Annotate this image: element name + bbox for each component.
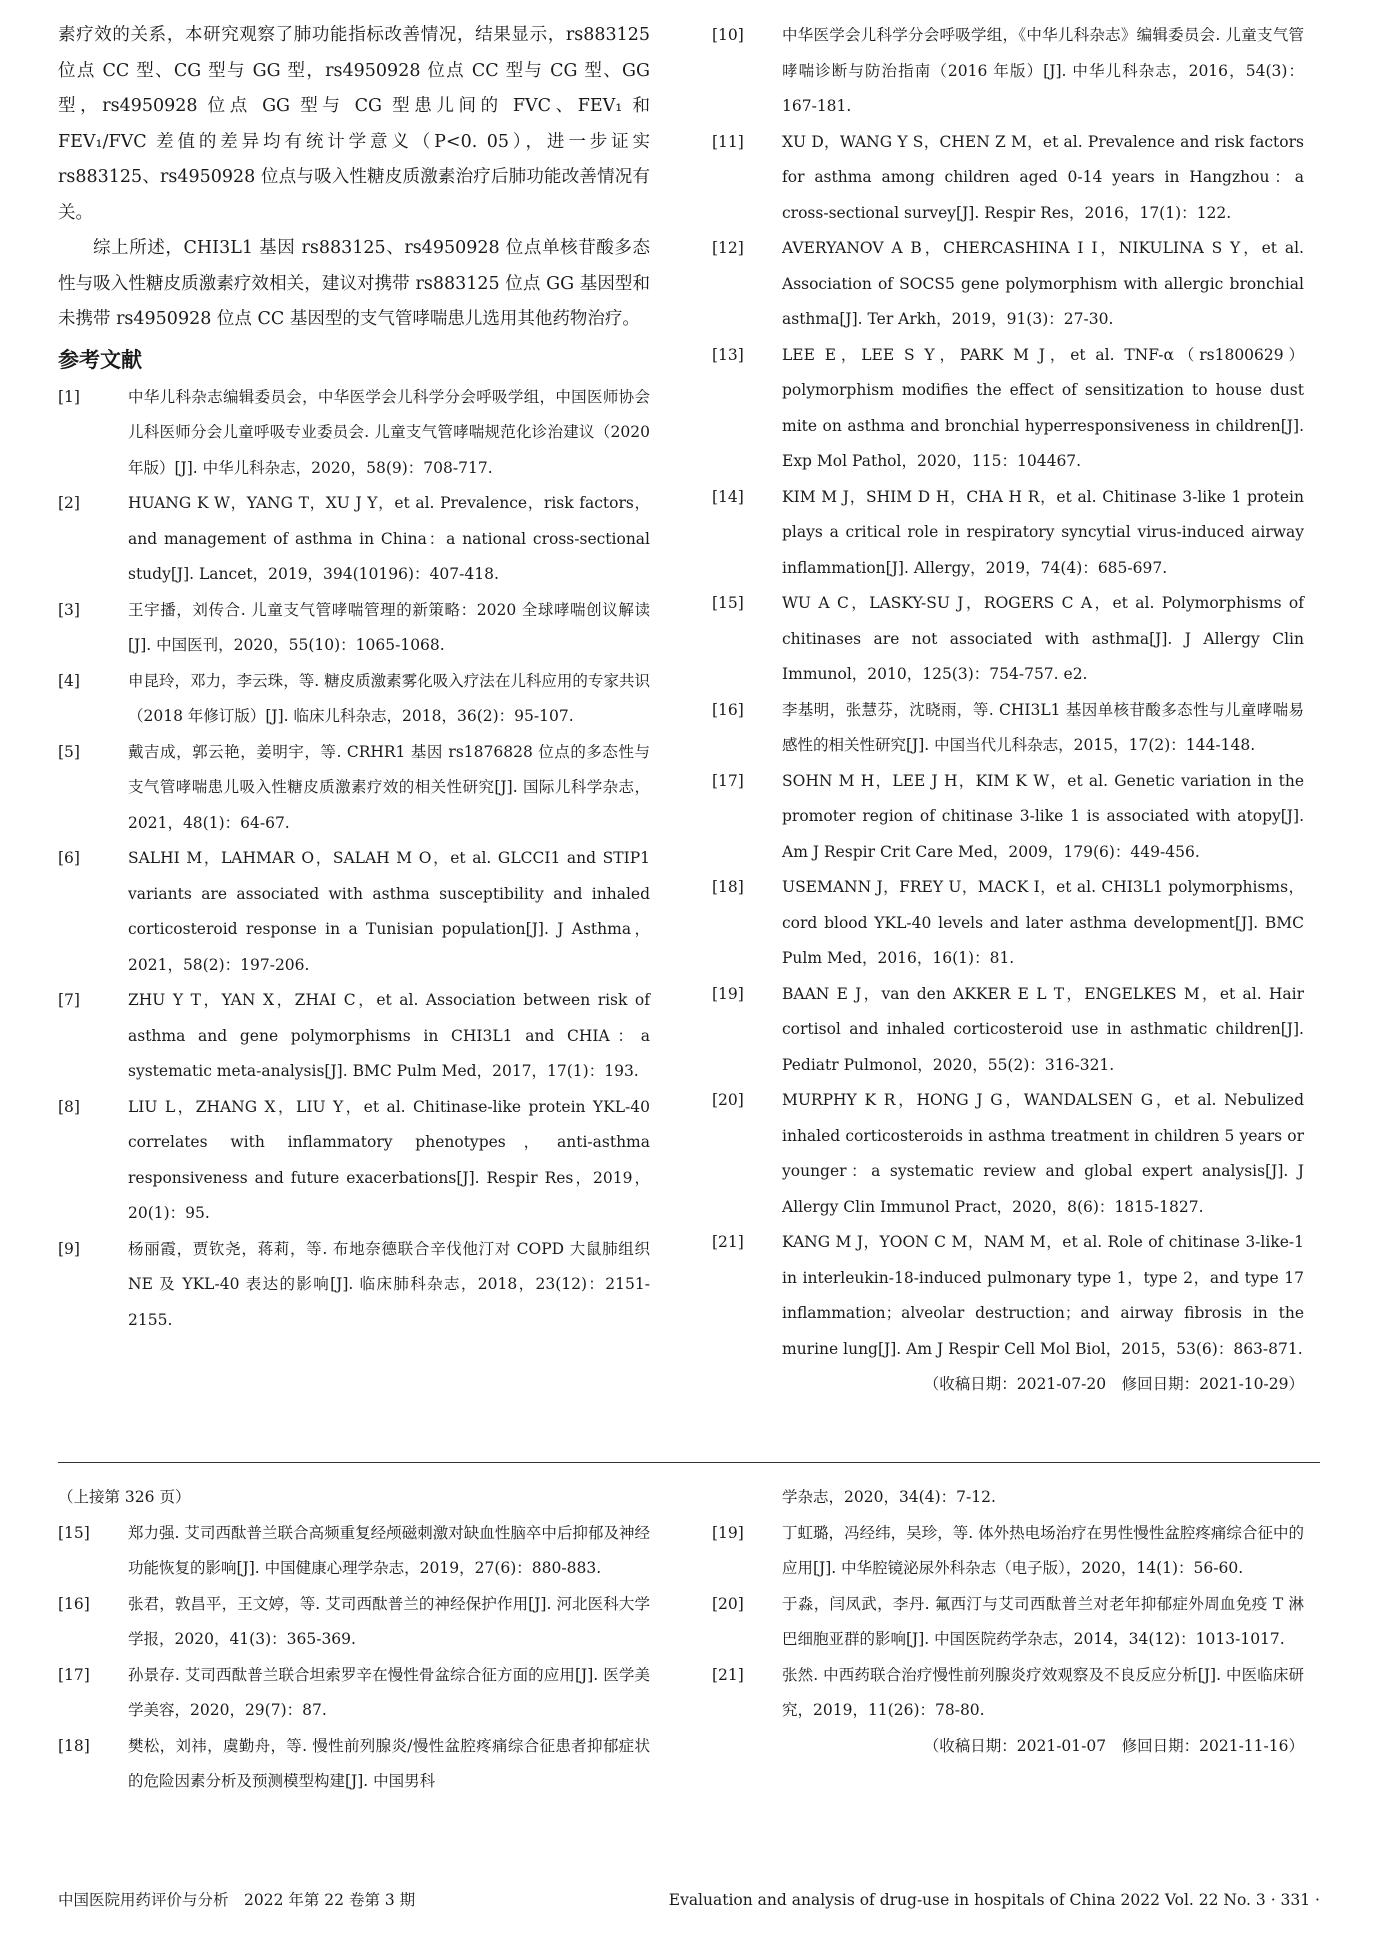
- reference-number: [15]: [58, 1523, 90, 1542]
- reference-text: 中华儿科杂志编辑委员会，中华医学会儿科学分会呼吸学组，中国医师协会儿科医师分会儿童呼吸专业委员会. 儿童支气管哮喘规范化诊治建议（2020 年版）[J]. 中华儿科杂志，2020，58(9)：708-717.: [128, 387, 650, 477]
- references-list-right: [712, 18, 1304, 1367]
- reference-number: [17]: [712, 771, 744, 790]
- reference-item: [712, 1516, 1304, 1587]
- reference-number: [17]: [58, 1665, 90, 1684]
- reference-item: [712, 1658, 1304, 1729]
- upper-left-column: [58, 18, 650, 1338]
- reference-number: [18]: [58, 1736, 90, 1755]
- reference-item: [58, 1516, 650, 1587]
- reference-item: [58, 664, 650, 735]
- reference-text: USEMANN J，FREY U，MACK I，et al. CHI3L1 polymorphisms，cord blood YKL-40 levels and later asthma development[J]. BMC Pulm Med，2016，16(1)：81.: [782, 878, 1304, 967]
- received-dates: （收稿日期：2021-01-07 修回日期：2021-11-16）: [923, 1736, 1304, 1755]
- reference-item: [58, 983, 650, 1090]
- reference-text: MURPHY K R，HONG J G，WANDALSEN G，et al. Nebulized inhaled corticosteroids in asthma treatment in children 5 years or younger：a systematic review and global expert analysis[J]. J Allergy Clin Immunol Pract，2020，8(6)：1815-1827.: [782, 1091, 1304, 1216]
- reference-number: [6]: [58, 849, 80, 867]
- reference-text: KIM M J，SHIM D H，CHA H R，et al. Chitinase 3-like 1 protein plays a critical role in respiratory syncytial virus-induced airway inflammation[J]. Allergy，2019，74(4)：685-697.: [782, 487, 1304, 577]
- reference-item: [712, 1083, 1304, 1225]
- body-paragraph-2: 综上所述，CHI3L1 基因 rs883125、rs4950928 位点单核苷酸多态性与吸入性糖皮质激素疗效相关，建议对携带 rs883125 位点 GG 基因型和未携带 rs4950928 位点 CC 基因型的支气管哮喘患儿选用其他药物治疗。: [58, 238, 650, 329]
- reference-text: 杨丽霞，贾钦尧，蒋莉，等. 布地奈德联合辛伐他汀对 COPD 大鼠肺组织 NE 及 YKL-40 表达的影响[J]. 临床肺科杂志，2018，23(12)：2151-2155.: [128, 1239, 650, 1329]
- received-dates: （收稿日期：2021-07-20 修回日期：2021-10-29）: [923, 1375, 1304, 1393]
- reference-item: [712, 338, 1304, 480]
- reference-number: [19]: [712, 984, 744, 1003]
- reference-text: LEE E，LEE S Y，PARK M J，et al. TNF-α（rs1800629）polymorphism modifies the effect of sensitization to house dust mite on asthma and bronchial hyperresponsiveness in children[J]. Exp Mol Pathol，2020，115：104467.: [782, 345, 1304, 470]
- reference-text: 于淼，闫凤武，李丹. 氟西汀与艾司西酞普兰对老年抑郁症外周血免疫 T 淋巴细胞亚群的影响[J]. 中国医院药学杂志，2014，34(12)：1013-1017.: [782, 1594, 1304, 1648]
- reference-number: [3]: [58, 600, 80, 619]
- reference-number: [19]: [712, 1523, 744, 1542]
- reference-text: 中华医学会儿科学分会呼吸学组，《中华儿科杂志》编辑委员会. 儿童支气管哮喘诊断与防治指南（2016 年版）[J]. 中华儿科杂志，2016，54(3)：167-181.: [782, 26, 1304, 115]
- reference-text: 申昆玲，邓力，李云珠，等. 糖皮质激素雾化吸入疗法在儿科应用的专家共识（2018 年修订版）[J]. 临床儿科杂志，2018，36(2)：95-107.: [128, 671, 650, 725]
- reference-number: [16]: [712, 700, 744, 719]
- reference-number: [20]: [712, 1594, 744, 1613]
- reference-number: [5]: [58, 742, 80, 761]
- reference-item: [712, 870, 1304, 977]
- reference-text: XU D，WANG Y S，CHEN Z M，et al. Prevalence and risk factors for asthma among children aged 0-14 years in Hangzhou：a cross-sectional survey[J]. Respir Res，2016，17(1)：122.: [782, 132, 1304, 222]
- reference-text: BAAN E J，van den AKKER E L T，ENGELKES M，et al. Hair cortisol and inhaled corticosteroid use in asthmatic children[J]. Pediatr Pulmonol，2020，55(2)：316-321.: [782, 984, 1304, 1074]
- reference-number: [2]: [58, 494, 80, 512]
- reference-text: HUANG K W，YANG T，XU J Y，et al. Prevalence，risk factors，and management of asthma in China：a national cross-sectional study[J]. Lancet，2019，394(10196)：407-418.: [128, 494, 650, 583]
- footer-journal-en: Evaluation and analysis of drug-use in hospitals of China 2022 Vol. 22 No. 3 · 331 ·: [668, 1891, 1320, 1909]
- reference-item: [58, 1587, 650, 1658]
- reference-item: [712, 125, 1304, 232]
- reference-number: [14]: [712, 487, 744, 506]
- reference-number: [4]: [58, 671, 80, 690]
- reference-text: SALHI M，LAHMAR O，SALAH M O，et al. GLCCI1 and STIP1 variants are associated with asthma susceptibility and inhaled corticosteroid response in a Tunisian population[J]. J Asthma，2021，58(2)：197-206.: [128, 849, 650, 974]
- reference-number: [8]: [58, 1097, 80, 1116]
- body-paragraph-1: 素疗效的关系，本研究观察了肺功能指标改善情况，结果显示，rs883125 位点 CC 型、CG 型与 GG 型，rs4950928 位点 CC 型与 CG 型、GG 型，rs4950928 位点 GG 型与 CG 型患儿间的 FVC、FEV₁ 和 FEV₁/FVC 差值的差异均有统计学意义（P<0. 05），进一步证实 rs883125、rs4950928 位点与吸入性糖皮质激素治疗后肺功能改善情况有关。: [58, 25, 650, 223]
- reference-text: 樊松，刘祎，虞勤舟，等. 慢性前列腺炎/慢性盆腔疼痛综合征患者抑郁症状的危险因素分析及预测模型构建[J]. 中国男科: [128, 1736, 650, 1790]
- reference-text: 孙景存. 艾司西酞普兰联合坦索罗辛在慢性骨盆综合征方面的应用[J]. 医学美学美容，2020，29(7)：87.: [128, 1665, 650, 1719]
- reference-item: [58, 735, 650, 842]
- reference-item: [712, 1225, 1304, 1367]
- reference-text: SOHN M H，LEE J H，KIM K W，et al. Genetic variation in the promoter region of chitinase 3-like 1 is associated with atopy[J]. Am J Respir Crit Care Med，2009，179(6)：449-456.: [782, 771, 1304, 861]
- reference-item: [58, 380, 650, 487]
- reference-item: [712, 480, 1304, 587]
- reference-text: 戴吉成，郭云艳，姜明宇，等. CRHR1 基因 rs1876828 位点的多态性与支气管哮喘患儿吸入性糖皮质激素疗效的相关性研究[J]. 国际儿科学杂志，2021，48(1)：64-67.: [128, 742, 650, 832]
- reference-item: [712, 231, 1304, 338]
- reference-item: [58, 593, 650, 664]
- reference-number: [15]: [712, 594, 744, 612]
- reference-text: ZHU Y T，YAN X，ZHAI C，et al. Association between risk of asthma and gene polymorphisms in CHI3L1 and CHIA：a systematic meta-analysis[J]. BMC Pulm Med，2017，17(1)：193.: [128, 991, 650, 1080]
- reference-item: [712, 1587, 1304, 1658]
- reference-item: [58, 1658, 650, 1729]
- reference-continuation: [712, 1480, 1304, 1516]
- footer-journal-cn: 中国医院用药评价与分析 2022 年第 22 卷第 3 期: [58, 1891, 416, 1909]
- references-heading: 参考文献: [58, 347, 142, 372]
- lower-right-column: [712, 1480, 1304, 1764]
- reference-item: [712, 764, 1304, 871]
- reference-number: [1]: [58, 387, 80, 406]
- reference-text: AVERYANOV A B，CHERCASHINA I I，NIKULINA S Y，et al. Association of SOCS5 gene polymorphism with allergic bronchial asthma[J]. Ter Arkh，2019，91(3)：27-30.: [782, 239, 1304, 328]
- reference-text: 张然. 中西药联合治疗慢性前列腺炎疗效观察及不良反应分析[J]. 中医临床研究，2019，11(26)：78-80.: [782, 1665, 1304, 1719]
- reference-number: [12]: [712, 239, 744, 257]
- reference-item: [58, 1729, 650, 1800]
- reference-item: [712, 977, 1304, 1084]
- reference-item: [58, 1232, 650, 1339]
- reference-text: LIU L，ZHANG X，LIU Y，et al. Chitinase-like protein YKL-40 correlates with inflammatory phenotypes，anti-asthma responsiveness and future exacerbations[J]. Respir Res，2019，20(1)：95.: [128, 1097, 650, 1222]
- reference-item: [58, 486, 650, 593]
- reference-item: [712, 693, 1304, 764]
- section-divider: [58, 1462, 1320, 1463]
- continued-note: （上接第 326 页）: [58, 1488, 191, 1506]
- reference-number: [21]: [712, 1233, 744, 1251]
- reference-number: [21]: [712, 1665, 744, 1684]
- references-list-left: [58, 380, 650, 1339]
- reference-number: [13]: [712, 345, 744, 364]
- reference-item: [712, 586, 1304, 693]
- reference-number: [20]: [712, 1091, 744, 1109]
- reference-number: [11]: [712, 132, 744, 151]
- upper-right-column: [712, 18, 1304, 1403]
- reference-number: [10]: [712, 26, 744, 44]
- reference-text: 学杂志，2020，34(4)：7-12.: [782, 1488, 996, 1506]
- reference-number: [9]: [58, 1239, 80, 1258]
- reference-text: 王宇播，刘传合. 儿童支气管哮喘管理的新策略：2020 全球哮喘创议解读[J]. 中国医刊，2020，55(10)：1065-1068.: [128, 600, 650, 654]
- reference-number: [16]: [58, 1594, 90, 1613]
- reference-text: 李基明，张慧芬，沈晓雨，等. CHI3L1 基因单核苷酸多态性与儿童哮喘易感性的相关性研究[J]. 中国当代儿科杂志，2015，17(2)：144-148.: [782, 700, 1304, 754]
- reference-item: [58, 1090, 650, 1232]
- reference-number: [18]: [712, 878, 744, 896]
- reference-text: KANG M J，YOON C M，NAM M，et al. Role of chitinase 3-like-1 in interleukin-18-induced pulmonary type 1，type 2，and type 17 inflammation；alveolar destruction；and airway fibrosis in the murine lung[J]. Am J Respir Cell Mol Biol，2015，53(6)：863-871.: [782, 1233, 1304, 1358]
- reference-number: [7]: [58, 991, 80, 1009]
- reference-item: [712, 18, 1304, 125]
- reference-text: WU A C，LASKY-SU J，ROGERS C A，et al. Polymorphisms of chitinases are not associated with asthma[J]. J Allergy Clin Immunol，2010，125(3)：754-757. e2.: [782, 594, 1304, 683]
- lower-left-column: [58, 1480, 650, 1800]
- reference-text: 郑力强. 艾司西酞普兰联合高频重复经颅磁刺激对缺血性脑卒中后抑郁及神经功能恢复的影响[J]. 中国健康心理学杂志，2019，27(6)：880-883.: [128, 1523, 650, 1577]
- reference-item: [58, 841, 650, 983]
- reference-text: 丁虹璐，冯经纬，吴珍，等. 体外热电场治疗在男性慢性盆腔疼痛综合征中的应用[J]. 中华腔镜泌尿外科杂志（电子版），2020，14(1)：56-60.: [782, 1523, 1304, 1577]
- reference-text: 张君，敦昌平，王文婷，等. 艾司西酞普兰的神经保护作用[J]. 河北医科大学学报，2020，41(3)：365-369.: [128, 1594, 650, 1648]
